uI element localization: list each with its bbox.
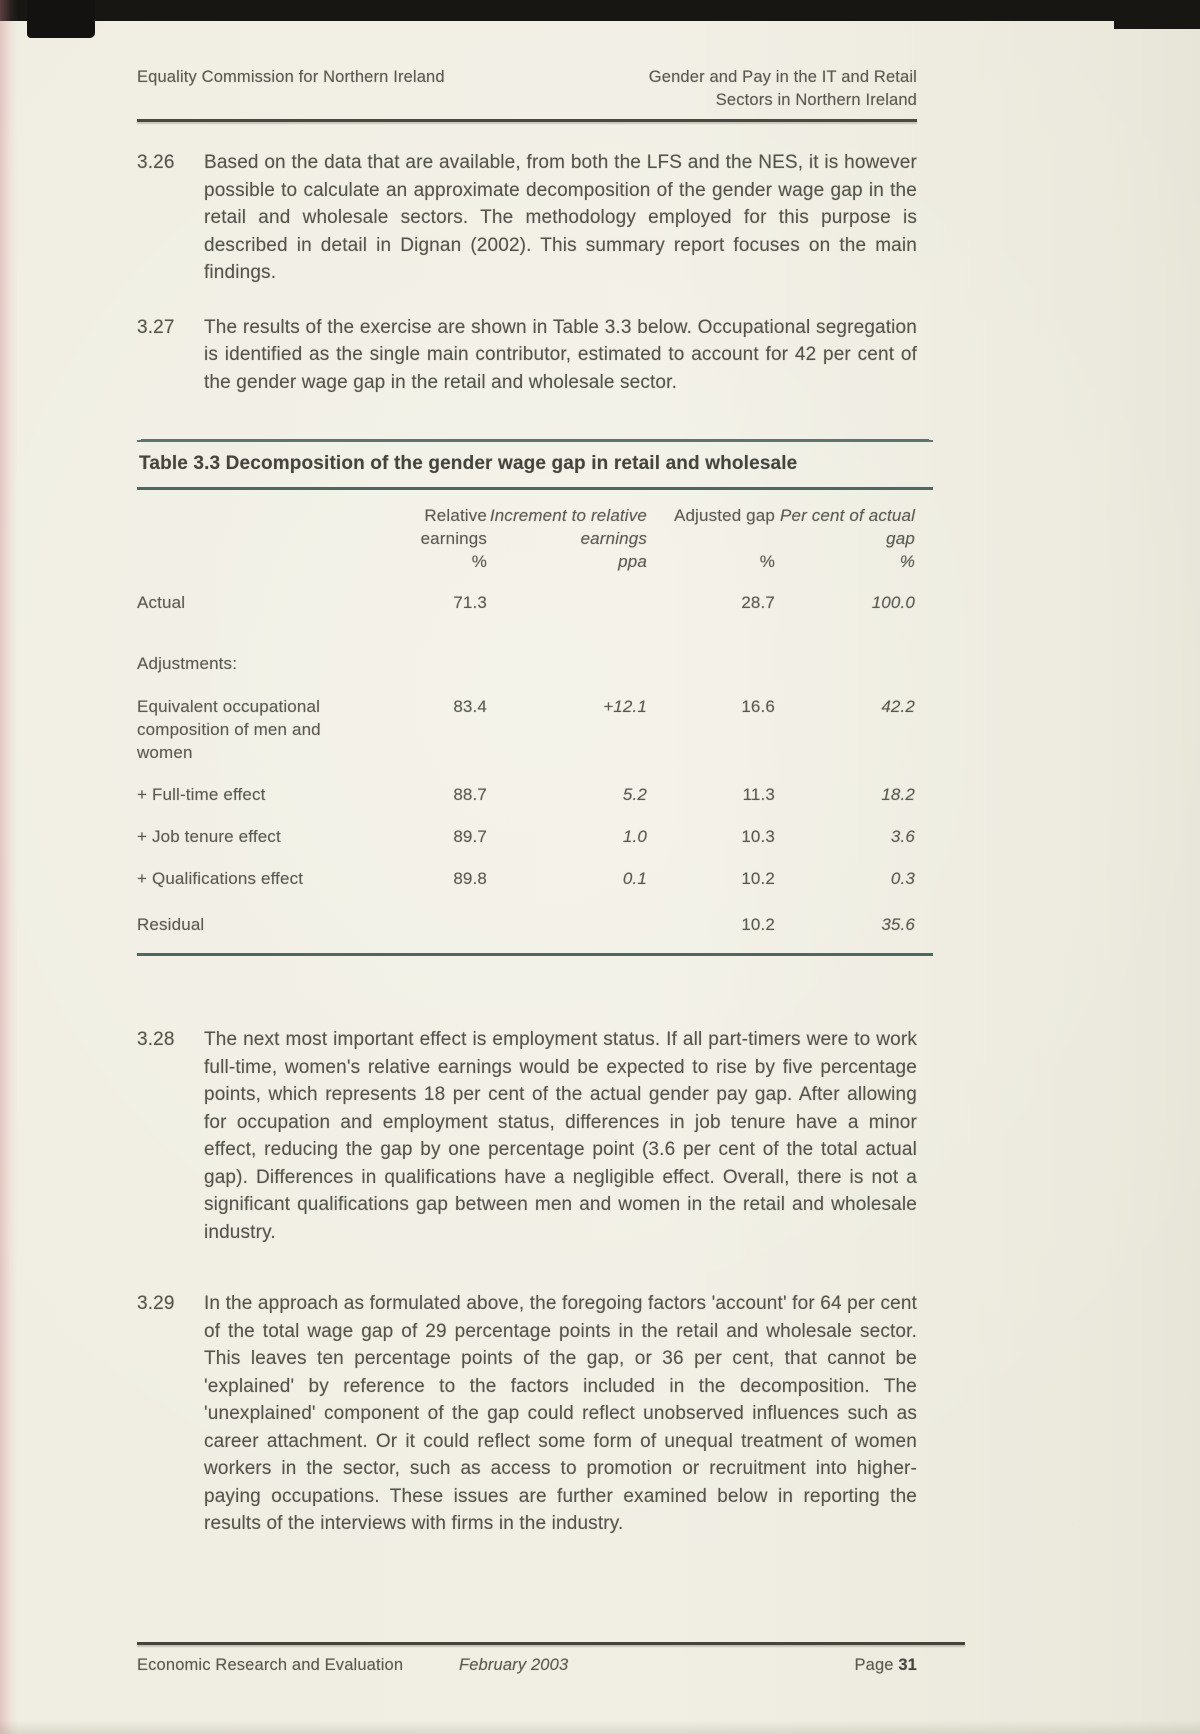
cell-pct-actual-gap: 42.2 bbox=[881, 697, 915, 716]
paragraph-text: In the approach as formulated above, the foregoing factors 'account' for 64 per cent of the total wage gap of 29 percentage points in the retail and wholesale sector. This leaves ten percentage points of the gap, or 36 per cent, that cannot be 'explained' by reference to the factors included in the decomposition. The 'unexplained' component of the gap could reflect unobserved influences such as career attachment. Or it could reflect some form of unequal treatment of women workers in the sector, such as access to promotion or recruitment into higher-paying occupations. These issues are further examined below in reporting the results of the interviews with firms in the industry. bbox=[204, 1293, 917, 1534]
row-label: Adjustments: bbox=[137, 654, 238, 673]
cell-adjusted-gap: 10.2 bbox=[741, 869, 775, 888]
page-number-label: Page bbox=[854, 1656, 894, 1674]
table-row-fulltime-effect bbox=[137, 764, 915, 806]
paragraph-number: 3.29 bbox=[137, 1293, 175, 1314]
cell-relative-earnings bbox=[377, 614, 487, 675]
column-name: Increment to relative earnings bbox=[489, 506, 647, 548]
cell-adjusted-gap bbox=[647, 614, 775, 675]
header-rule bbox=[137, 119, 917, 122]
table-header-row bbox=[137, 490, 915, 573]
cell-increment: +12.1 bbox=[603, 697, 647, 716]
row-label: + Qualifications effect bbox=[137, 869, 304, 888]
cell-adjusted-gap: 10.2 bbox=[741, 915, 775, 934]
page-footer bbox=[137, 1642, 965, 1675]
cell-increment bbox=[487, 614, 647, 675]
table-title: Table 3.3 Decomposition of the gender wage gap in retail and wholesale bbox=[137, 440, 933, 490]
paragraph-3-28 bbox=[137, 1026, 917, 1246]
column-header-adjusted-gap bbox=[647, 490, 775, 573]
cell-increment: 0.1 bbox=[622, 869, 647, 888]
header-right-line2: Sectors in Northern Ireland bbox=[715, 91, 917, 109]
cell-pct-actual-gap: 100.0 bbox=[871, 593, 915, 612]
column-header-relative-earnings bbox=[377, 490, 487, 573]
cell-relative-earnings: 88.7 bbox=[453, 785, 487, 804]
paragraph-text: The results of the exercise are shown in Table 3.3 below. Occupational segregation is identified as the single main contributor, estimated to account for 42 per cent of the gender wage gap in the retail and wholesale sector. bbox=[204, 316, 917, 393]
table-row-occupational-composition bbox=[137, 675, 915, 764]
column-unit: % bbox=[899, 552, 915, 571]
cell-relative-earnings: 83.4 bbox=[453, 697, 487, 716]
row-label: Equivalent occupational composition of men and women bbox=[137, 697, 321, 762]
cell-relative-earnings: 89.8 bbox=[453, 869, 487, 888]
header-right-line1: Gender and Pay in the IT and Retail bbox=[648, 68, 917, 86]
paragraph-3-27 bbox=[137, 314, 917, 397]
table-row-adjustments-heading bbox=[137, 614, 915, 675]
paragraph-number: 3.28 bbox=[137, 1029, 175, 1050]
cell-adjusted-gap: 11.3 bbox=[742, 785, 775, 804]
footer-date: February 2003 bbox=[459, 1656, 569, 1674]
footer-row bbox=[137, 1656, 917, 1675]
footer-rule bbox=[137, 1642, 965, 1645]
paragraph-text: The next most important effect is employment status. If all part-timers were to work full-time, women's relative earnings would be expected to rise by five percentage points, which represents 18 per cent of the actual gender pay gap. After allowing for occupation and employment status, differences in job tenure have a minor effect, reducing the gap by one percentage point (3.6 per cent of the total actual gap). Differences in qualifications have a negligible effect. Overall, there is not a significant qualifications gap between men and women in the retail and wholesale industry. bbox=[204, 1029, 917, 1243]
cell-pct-actual-gap: 35.6 bbox=[881, 915, 915, 934]
column-name: Relative earnings bbox=[420, 506, 487, 548]
row-label: + Full-time effect bbox=[137, 785, 266, 804]
cell-increment: 5.2 bbox=[622, 785, 647, 804]
cell-pct-actual-gap: 0.3 bbox=[890, 869, 915, 888]
column-header-pct-actual-gap bbox=[775, 490, 915, 573]
table-row-job-tenure-effect bbox=[137, 806, 915, 848]
paragraph-text: Based on the data that are available, from both the LFS and the NES, it is however possible to calculate an approximate decomposition of the gender wage gap in the retail and wholesale sectors. The methodology employed for this purpose is described in detail in Dignan (2002). This summary report focuses on the main findings. bbox=[204, 152, 917, 283]
cell-adjusted-gap: 10.3 bbox=[741, 827, 775, 846]
cell-relative-earnings: 89.7 bbox=[453, 827, 487, 846]
table-row-residual bbox=[137, 890, 915, 953]
paragraph-number: 3.27 bbox=[137, 316, 175, 338]
cell-pct-actual-gap bbox=[775, 614, 915, 675]
cell-pct-actual-gap: 18.2 bbox=[881, 785, 915, 804]
paragraph-3-26 bbox=[137, 149, 917, 287]
page-header bbox=[137, 66, 917, 112]
row-label: Actual bbox=[137, 593, 186, 612]
paragraph-3-29 bbox=[137, 1290, 917, 1538]
header-left-text: Equality Commission for Northern Ireland bbox=[137, 68, 445, 86]
column-header-increment bbox=[487, 490, 647, 573]
table-grid bbox=[137, 490, 915, 953]
cell-relative-earnings: 71.3 bbox=[453, 593, 487, 612]
scan-edge-left bbox=[0, 0, 18, 1734]
cell-adjusted-gap: 28.7 bbox=[741, 593, 775, 612]
table-row-actual bbox=[137, 573, 915, 614]
scan-artifact-top-left bbox=[27, 0, 95, 38]
scan-edge-bottom bbox=[0, 1720, 1200, 1734]
row-label: + Job tenure effect bbox=[137, 827, 281, 846]
paragraph-number: 3.26 bbox=[137, 152, 175, 173]
cell-increment: 1.0 bbox=[622, 827, 647, 846]
footer-organisation: Economic Research and Evaluation bbox=[137, 1656, 404, 1674]
wage-gap-decomposition-table bbox=[137, 440, 933, 956]
page-number-value: 31 bbox=[898, 1656, 917, 1674]
cell-increment bbox=[487, 890, 647, 953]
table-row-qualifications-effect bbox=[137, 848, 915, 890]
page-number bbox=[854, 1656, 917, 1675]
column-name: Per cent of actual gap bbox=[780, 506, 915, 548]
column-unit: % bbox=[471, 552, 487, 571]
column-unit: % bbox=[759, 552, 775, 571]
scan-artifact-top-right bbox=[1114, 0, 1200, 29]
header-right-text bbox=[649, 66, 917, 112]
cell-pct-actual-gap: 3.6 bbox=[890, 827, 915, 846]
row-label: Residual bbox=[137, 915, 205, 934]
column-header-empty bbox=[137, 490, 377, 573]
cell-adjusted-gap: 16.6 bbox=[741, 697, 775, 716]
cell-increment bbox=[487, 573, 647, 614]
cell-relative-earnings bbox=[377, 890, 487, 953]
column-unit: ppa bbox=[618, 552, 647, 571]
column-name: Adjusted gap bbox=[673, 506, 775, 525]
page-content bbox=[137, 0, 917, 1538]
